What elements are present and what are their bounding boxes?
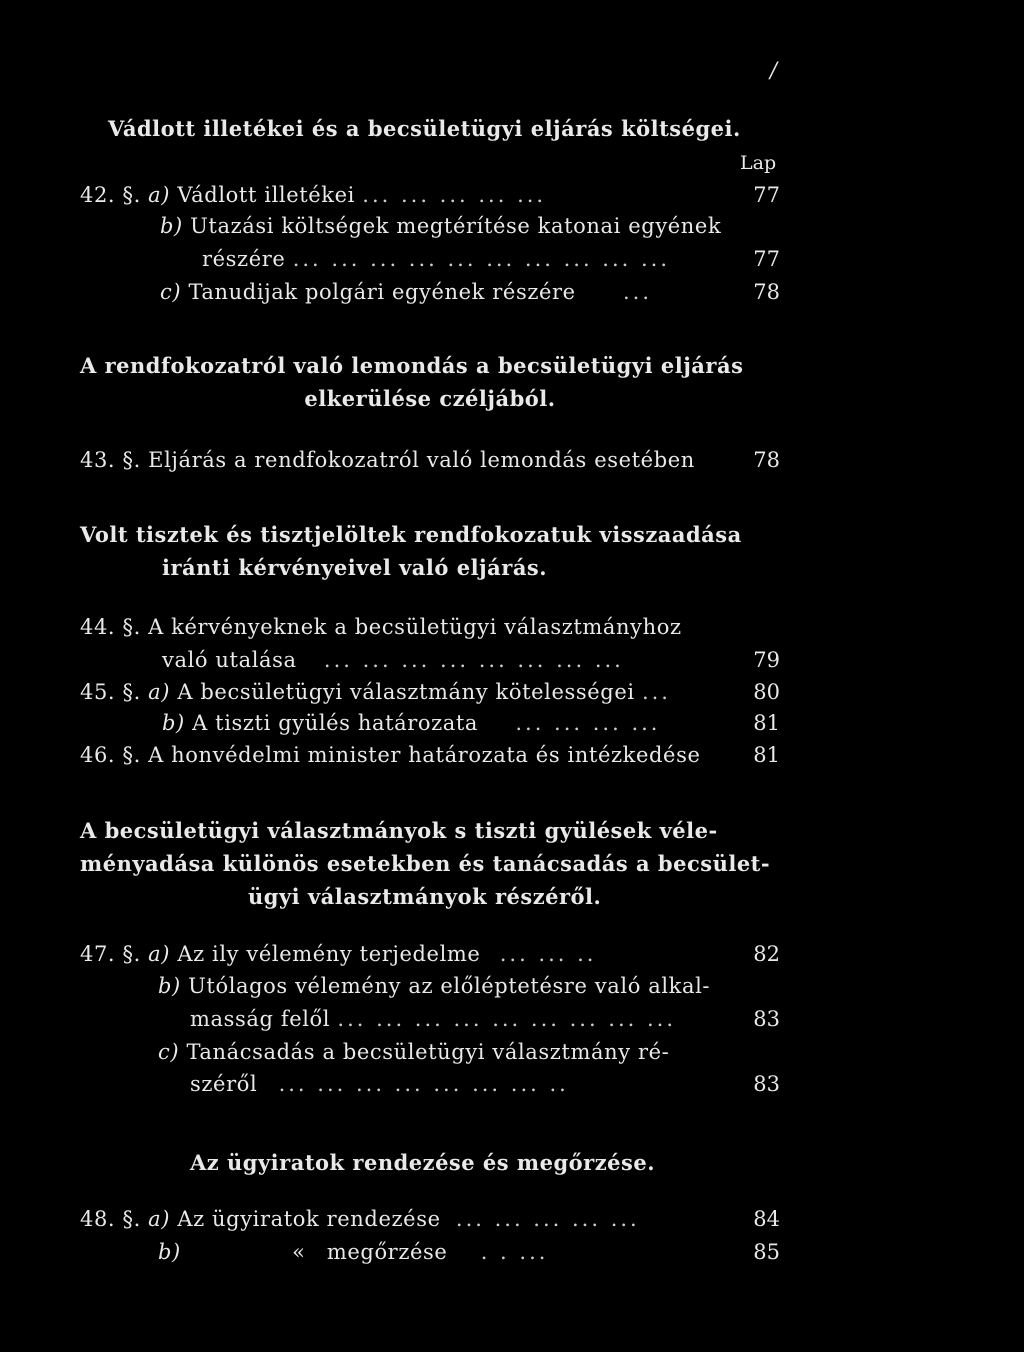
item-letter: b) — [162, 711, 185, 735]
section-heading-line: elkerülése czéljából. — [304, 386, 556, 411]
entry-text: széről — [190, 1072, 258, 1096]
section-heading: A becsületügyi választmányok s tiszti gyülések véle- — [80, 818, 718, 843]
item-letter: a) — [148, 942, 171, 966]
item-letter: c) — [160, 280, 182, 304]
section-heading: Vádlott illetékei és a becsületügyi eljárás költségei. — [108, 116, 741, 141]
toc-entry — [158, 1040, 669, 1064]
section-number: 46. §. — [80, 743, 141, 767]
leader-dots: ... ... ... ... — [515, 711, 661, 735]
leader-dots: ... ... .. — [499, 942, 597, 966]
entry-text: A becsületügyi választmány kötelességei — [177, 680, 635, 704]
item-letter: a) — [148, 1207, 171, 1231]
entry-text: Eljárás a rendfokozatról való lemondás esetében — [148, 448, 695, 472]
toc-entry — [158, 1240, 548, 1264]
page-number: 79 — [753, 648, 780, 672]
entry-text: részére — [202, 247, 286, 271]
toc-entry — [162, 711, 660, 735]
section-heading: A rendfokozatról való lemondás a becsületügyi eljárás — [80, 353, 744, 378]
page-number: 84 — [753, 1207, 780, 1231]
page-number: 77 — [753, 183, 780, 207]
entry-text: A tiszti gyülés határozata — [192, 711, 479, 735]
item-letter: b) — [158, 974, 181, 998]
entry-text: Az ügyiratok rendezése — [177, 1207, 441, 1231]
toc-entry — [158, 974, 710, 998]
entry-text: való utalása — [162, 648, 297, 672]
leader-dots: ... — [641, 680, 671, 704]
section-heading-line: iránti kérvényeivel való eljárás. — [162, 555, 548, 580]
item-letter: b) — [160, 214, 183, 238]
page-number: 81 — [753, 743, 780, 767]
toc-entry — [80, 680, 671, 704]
leader-dots: ... ... ... ... ... ... ... .. — [278, 1072, 569, 1096]
toc-entry — [162, 648, 624, 672]
leader-dots: ... ... ... ... ... — [455, 1207, 640, 1231]
toc-entry — [190, 1072, 569, 1096]
toc-entry — [160, 214, 721, 238]
item-letter: b) — [158, 1240, 181, 1264]
toc-entry — [80, 942, 596, 966]
toc-entry — [80, 183, 546, 207]
entry-text: Az ily vélemény terjedelme — [177, 942, 481, 966]
section-number: 47. §. — [80, 942, 141, 966]
leader-dots: ... ... ... ... ... — [362, 183, 547, 207]
entry-text: masság felől — [190, 1007, 331, 1031]
page-number: 82 — [753, 942, 780, 966]
leader-dots: ... ... ... ... ... ... ... ... ... ... — [292, 247, 671, 271]
entry-text: megőrzése — [326, 1240, 448, 1264]
item-letter: a) — [148, 183, 171, 207]
section-heading-line: ügyi választmányok részéről. — [248, 884, 602, 909]
item-letter: a) — [148, 680, 171, 704]
section-number: 45. §. — [80, 680, 141, 704]
toc-entry — [80, 1207, 640, 1231]
page-number: 77 — [753, 247, 780, 271]
toc-entry — [80, 615, 682, 639]
section-number: 43. §. — [80, 448, 141, 472]
entry-text: Tanudijak polgári egyének részére — [188, 280, 576, 304]
page-number: 80 — [753, 680, 780, 704]
item-letter: c) — [158, 1040, 180, 1064]
section-heading-line: ményadása különös esetekben és tanácsadás a becsület- — [80, 851, 771, 876]
toc-entry — [160, 280, 652, 304]
section-heading: Az ügyiratok rendezése és megőrzése. — [190, 1150, 656, 1175]
page-number: 83 — [753, 1072, 780, 1096]
entry-text: A kérvényeknek a becsületügyi választmányhoz — [148, 615, 682, 639]
toc-entry — [190, 1007, 676, 1031]
lap-label: Lap — [740, 152, 777, 174]
page-number: 78 — [753, 448, 780, 472]
toc-entry — [80, 448, 695, 472]
page-number: 81 — [753, 711, 780, 735]
leader-dots: . . ... — [480, 1240, 549, 1264]
leader-dots: ... — [622, 280, 652, 304]
page-number: 85 — [753, 1240, 780, 1264]
section-heading: Volt tisztek és tisztjelöltek rendfokozatuk visszaadása — [80, 522, 742, 547]
corner-mark: / — [770, 58, 778, 82]
ditto-mark: « — [292, 1240, 306, 1264]
section-number: 44. §. — [80, 615, 141, 639]
toc-entry — [80, 743, 700, 767]
entry-text: Vádlott illetékei — [177, 183, 355, 207]
entry-text: Tanácsadás a becsületügyi választmány ré- — [186, 1040, 670, 1064]
toc-entry — [202, 247, 670, 271]
entry-text: A honvédelmi minister határozata és intézkedése — [148, 743, 701, 767]
section-number: 42. §. — [80, 183, 141, 207]
leader-dots: ... ... ... ... ... ... ... ... — [323, 648, 624, 672]
page-number: 78 — [753, 280, 780, 304]
leader-dots: ... ... ... ... ... ... ... ... ... — [337, 1007, 677, 1031]
section-number: 48. §. — [80, 1207, 141, 1231]
page-number: 83 — [753, 1007, 780, 1031]
entry-text: Utazási költségek megtérítése katonai egyének — [190, 214, 722, 238]
entry-text: Utólagos vélemény az előléptetésre való alkal- — [188, 974, 711, 998]
